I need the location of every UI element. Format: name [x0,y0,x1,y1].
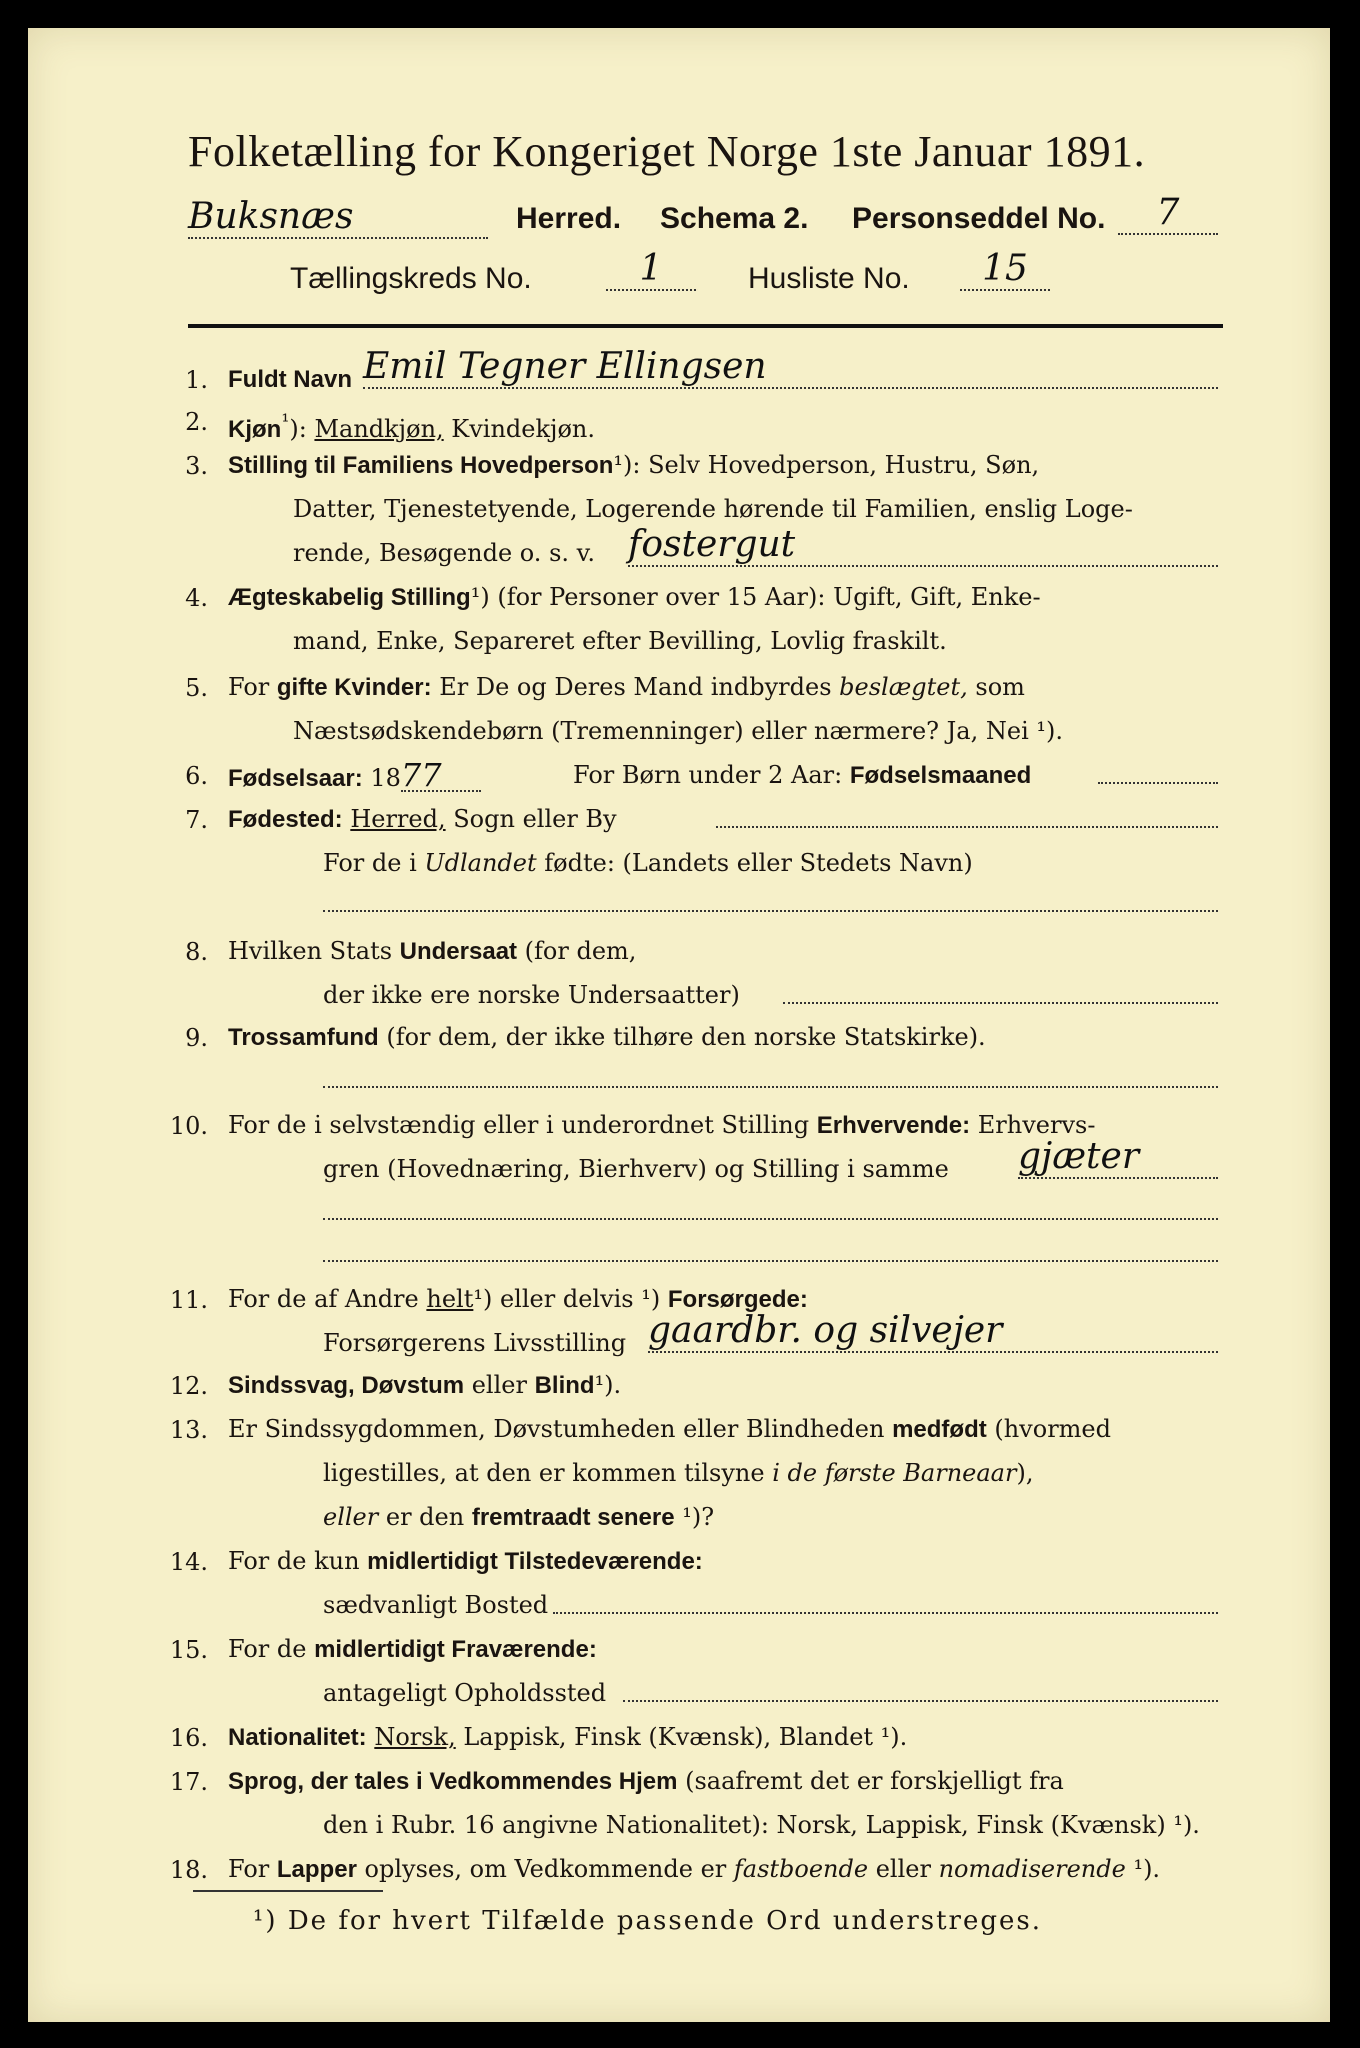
item-2-gender: Kjøn$^{^1}$): Mandkjøn, Kvindekjøn. [228,409,596,443]
item-number: 15. [169,1636,208,1664]
footnote-rule [193,1890,383,1892]
item-number: 6. [185,762,208,790]
herred-label: Herred. [516,202,622,235]
item-15-line-2: antageligt Opholdssted [323,1679,607,1707]
item-17-language: Sprog, der tales i Vedkommendes Hjem (saafremt det er forskjelligt fra [228,1767,1064,1795]
item-number: 14. [169,1548,208,1576]
kreds-label: Tællingskreds No. [290,262,532,295]
item-number: 2. [185,408,208,436]
item-13-line-2: ligestilles, at den er kommen tilsyne i de første Barneaar), [323,1459,1034,1487]
item-number: 17. [169,1768,208,1796]
item-6-birth-month: For Børn under 2 Aar: Fødselsmaaned [573,761,1032,789]
item-5-line-2: Næstsødskendebørn (Tremenninger) eller nærmere? Ja, Nei ¹). [293,717,1063,745]
item-14-temporary-present: For de kun midlertidigt Tilstedeværende: [228,1547,703,1575]
item-10-occupation: For de i selvstændig eller i underordnet Stilling Erhvervende: Erhvervs- [228,1111,1096,1139]
item-4-line-2: mand, Enke, Separeret efter Bevilling, Lovlig fraskilt. [293,627,947,655]
item-15-temporary-absent: For de midlertidigt Fraværende: [228,1635,597,1663]
footnote: ¹) De for hvert Tilfælde passende Ord understreges. [253,1906,1043,1936]
item-number: 10. [169,1112,208,1140]
item-10-line-2: gren (Hovednæring, Bierhverv) og Stilling i samme [323,1155,949,1183]
family-position-value: fostergut [628,524,1218,567]
citizenship-blank [783,1002,1218,1004]
item-number: 5. [185,674,208,702]
item-number: 7. [185,806,208,834]
item-number: 12. [169,1372,208,1400]
item-3-family-position: Stilling til Familiens Hovedperson¹): Selv Hovedperson, Hustru, Søn, [228,451,1040,479]
item-8-line-2: der ikke ere norske Undersaatter) [323,981,740,1009]
item-8-citizenship: Hvilken Stats Undersaat (for dem, [228,937,637,965]
item-7-birthplace: Fødested: Herred, Sogn eller By [228,805,617,833]
birthplace-blank [716,826,1218,828]
item-7-line-2: For de i Udlandet fødte: (Landets eller Stedets Navn) [323,849,973,877]
form-title: Folketælling for Kongeriget Norge 1ste Januar 1891. [188,127,1146,176]
item-1-full-name: Fuldt Navn [228,366,352,393]
presumed-residence-blank [623,1700,1218,1702]
item-3-line-2: Datter, Tjenestetyende, Logerende hørende til Familien, enslig Loge- [293,495,1133,523]
item-12-disability: Sindssvag, Døvstum eller Blind¹). [228,1371,622,1399]
birth-month-blank [1098,782,1218,784]
husliste-label: Husliste No. [748,262,910,295]
personseddel-label: Personseddel No. [852,202,1106,235]
item-5-married-women: For gifte Kvinder: Er De og Deres Mand indbyrdes beslægtet, som [228,673,1025,701]
usual-residence-blank [553,1612,1218,1614]
item-13-congenital: Er Sindssygdommen, Døvstumheden eller Blindheden medfødt (hvormed [228,1415,1111,1443]
full-name-value: Emil Tegner Ellingsen [363,346,1218,389]
item-4-marital-status: Ægteskabelig Stilling¹) (for Personer over 15 Aar): Ugift, Gift, Enke- [228,583,1041,611]
item-11-supported: For de af Andre helt¹) eller delvis ¹) Forsørgede: [228,1285,808,1313]
personseddel-no: 7 [1118,192,1218,235]
religion-blank [323,1086,1218,1088]
item-16-nationality: Nationalitet: Norsk, Lappisk, Finsk (Kvænsk), Blandet ¹). [228,1723,908,1751]
header-rule [188,324,1223,328]
item-17-line-2: den i Rubr. 16 angivne Nationalitet): Norsk, Lappisk, Finsk (Kvænsk) ¹). [323,1811,1200,1839]
occupation-value: gjæter [1018,1136,1218,1179]
item-number: 9. [185,1024,208,1052]
item-9-religion: Trossamfund (for dem, der ikke tilhøre den norske Statskirke). [228,1023,986,1051]
item-3-line-3: rende, Besøgende o. s. v. [293,539,595,567]
item-11-line-2: Forsørgerens Livsstilling [323,1329,627,1357]
herred-handwritten: Buksnæs [188,196,488,239]
item-number: 4. [185,584,208,612]
item-6-birth-year: Fødselsaar: 1877 [228,760,481,794]
husliste-no: 15 [960,248,1050,291]
item-number: 3. [185,452,208,480]
item-number: 1. [185,366,208,394]
item-number: 18. [169,1856,208,1884]
item-number: 16. [169,1724,208,1752]
item-number: 13. [169,1416,208,1444]
foreign-birthplace-blank [323,910,1218,912]
occupation-blank-1 [323,1218,1218,1220]
item-18-sami: For Lapper oplyses, om Vedkommende er fastboende eller nomadiserende ¹). [228,1855,1161,1883]
occupation-blank-2 [323,1260,1218,1262]
schema-label: Schema 2. [660,202,809,235]
item-number: 8. [185,938,208,966]
provider-occupation-value: gaardbr. og silvejer [648,1310,1218,1353]
kreds-no: 1 [606,248,696,291]
census-form-page [28,28,1330,2022]
item-number: 11. [169,1286,208,1314]
item-13-line-3: eller er den fremtraadt senere ¹)? [323,1503,715,1531]
item-14-line-2: sædvanligt Bosted [323,1591,549,1619]
